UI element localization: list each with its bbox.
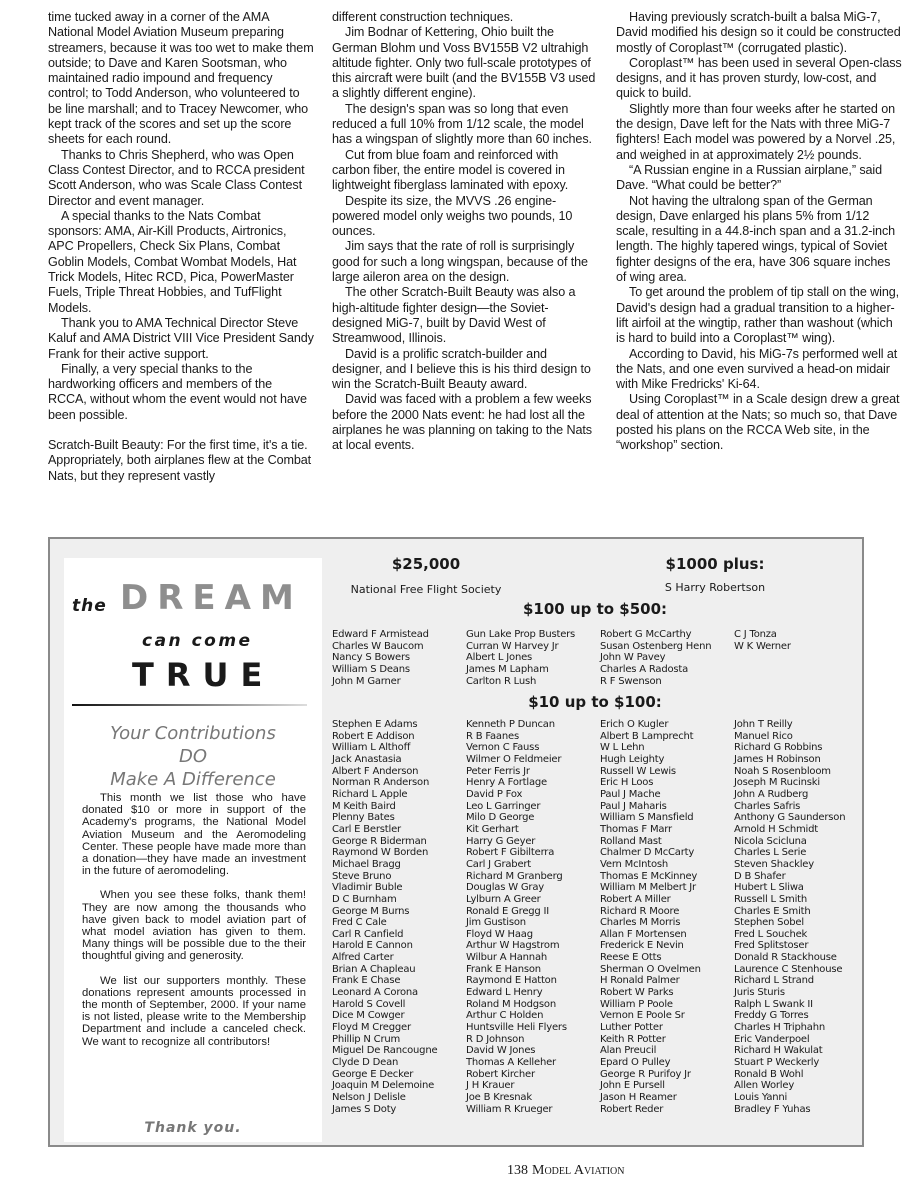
donor-name: Harold E Cannon — [332, 940, 413, 952]
donor-name: Ralph L Swank II — [734, 998, 813, 1010]
donor-name: William S Deans — [332, 663, 410, 675]
donor-name: Russell L Smith — [734, 893, 808, 905]
donor-column — [734, 629, 791, 652]
donor-name: S Harry Robertson — [664, 581, 766, 594]
tier-heading-10: $10 up to $100: — [528, 693, 662, 711]
article-column-2 — [332, 10, 598, 454]
donor-column — [734, 719, 845, 1115]
donor-name: Arthur C Holden — [466, 1010, 544, 1022]
donor-name: Richard H Wakulat — [734, 1045, 823, 1057]
donor-name: Richard R Moore — [600, 905, 680, 917]
donor-name: Harold S Covell — [332, 998, 406, 1010]
donor-name: Carl R Canfield — [332, 928, 404, 940]
donor-name: Stuart P Weckerly — [734, 1057, 820, 1069]
donor-name: J H Krauer — [466, 1080, 515, 1092]
donor-name: Ronald E Gregg II — [466, 905, 550, 917]
donor-name: Joseph M Rucinski — [734, 777, 820, 789]
donor-name: Robert W Parks — [600, 987, 674, 999]
article-paragraph: Thank you to AMA Technical Director Steve Kaluf and AMA District VIII Vice President Sandy Frank for their active support. — [48, 315, 314, 361]
article-paragraph: Using Coroplast™ in a Scale design drew a great deal of attention at the Nats; so much so, that Dave posted his plans on the RCCA Web site, in the “workshop” section. — [616, 392, 900, 453]
article-paragraph: Coroplast™ has been used in several Open-class designs, and it has proven sturdy, low-cost, and quick to build. — [616, 55, 902, 101]
donor-name: James M Lapham — [466, 663, 549, 675]
donor-name: Erich O Kugler — [600, 719, 669, 730]
donor-name: Phillip N Crum — [332, 1033, 401, 1045]
donor-column — [332, 719, 437, 1115]
donor-name: Joaquin M Delemoine — [332, 1080, 435, 1092]
article-paragraph: Finally, a very special thanks to the hardworking officers and members of the RCCA, without whom the event would not have been possible. — [48, 361, 307, 422]
donor-name: Plenny Bates — [332, 812, 395, 824]
donor-name: Douglas W Gray — [466, 882, 544, 894]
donor-name: Gun Lake Prop Busters — [466, 629, 576, 640]
donor-name: Vernon E Poole Sr — [600, 1010, 685, 1022]
donor-name: Rolland Mast — [600, 835, 662, 847]
donor-name: John W Pavey — [600, 652, 666, 664]
donor-name: David P Fox — [466, 788, 523, 800]
article-paragraph: time tucked away in a corner of the AMA National Model Aviation Museum preparing streamers, because it was too wet to make them outside; to Dave and Karen Sootsman, who maintained radio impound and frequency control; to Todd Anderson, who volunteered to be line marshall; and to Tracey Newcomer, who kept track of the scores and set up the score sheets for each round. — [48, 10, 314, 147]
donor-name: Charles M Morris — [600, 917, 681, 929]
donor-name: Susan Ostenberg Henn — [600, 640, 712, 652]
donor-column — [332, 629, 429, 687]
donor-list-box — [48, 537, 864, 1147]
donor-name: Carl J Grabert — [466, 858, 532, 870]
donor-name: Albert F Anderson — [332, 765, 419, 777]
donor-name: Raymond E Hatton — [466, 975, 557, 987]
donor-name: Chalmer D McCarty — [600, 847, 695, 859]
donor-name: Manuel Rico — [734, 730, 793, 742]
donor-name: Ronald B Wohl — [734, 1068, 804, 1080]
donor-name: Eric Vanderpoel — [734, 1033, 810, 1045]
donor-name: George E Decker — [332, 1068, 414, 1080]
donor-name: Nicola Scicluna — [734, 835, 807, 847]
donor-name: Robert E Addison — [332, 730, 415, 742]
donor-name: Stephen Sobel — [734, 917, 804, 929]
donor-name: Leonard A Corona — [332, 987, 418, 999]
donor-column — [466, 719, 567, 1115]
info-paragraph: When you see these folks, thank them! They are now among the thousands who have given back to model aviation part of what model aviation has given to them. Many things will be possible due to the their thoughtful giving and generosity. — [82, 889, 306, 963]
dream-title: DREAM — [120, 578, 303, 618]
donor-name: R D Johnson — [466, 1033, 525, 1045]
donor-name: Wilbur A Hannah — [466, 952, 548, 964]
info-text — [82, 792, 306, 1060]
donor-name: Paul J Maharis — [600, 800, 667, 812]
donor-name: Anthony G Saunderson — [734, 812, 846, 824]
article-paragraph: The design's span was so long that even reduced a full 10% from 1/12 scale, the model has a wingspan of slightly more than 60 inches. — [332, 101, 592, 147]
donor-name: Charles A Radosta — [600, 663, 689, 675]
donor-name: Leo L Garringer — [466, 800, 541, 812]
donor-name: Roland M Hodgson — [466, 998, 556, 1010]
donor-name: Russell W Lewis — [600, 765, 676, 777]
donor-name: Thomas E McKinney — [600, 870, 698, 882]
donor-name: Steven Shackley — [734, 858, 814, 870]
article-column-1 — [48, 10, 314, 484]
donor-name: Richard L Apple — [332, 788, 408, 800]
donor-name: Allan F Mortensen — [600, 928, 687, 940]
donor-name: Brian A Chapleau — [332, 963, 416, 975]
donor-name: Laurence C Stenhouse — [734, 963, 843, 975]
donor-column — [466, 629, 575, 687]
donor-name: Lylburn A Greer — [466, 893, 541, 905]
donor-name: Charles W Baucom — [332, 640, 424, 652]
donor-name: Milo D George — [466, 812, 535, 824]
donor-name: Fred Splitstoser — [734, 940, 809, 952]
donor-column — [600, 719, 701, 1115]
donor-name: Epard O Pulley — [600, 1057, 671, 1069]
donor-name: Arnold H Schmidt — [734, 823, 819, 835]
article-paragraph: A special thanks to the Nats Combat sponsors: AMA, Air-Kill Products, Airtronics, APC Propellers, Check Six Plans, Combat Goblin Models, Combat Wombat Models, Hat Trick Models, Hitec RCD, Pica, PowerMaster Fuels, Triple Threat Hobbies, and TufFlight Models. — [48, 208, 297, 315]
donor-name: R B Faanes — [466, 730, 519, 742]
donor-name: Freddy G Torres — [734, 1010, 809, 1022]
donor-name: Frank E Chase — [332, 975, 401, 987]
donor-name: Harry G Geyer — [466, 835, 536, 847]
donor-name: Richard G Robbins — [734, 742, 823, 754]
article-paragraph: Jim Bodnar of Kettering, Ohio built the German Blohm und Voss BV155B V2 ultrahigh altitude fighter. Only two full-scale prototypes of this aircraft were built (and the BV155B V3 used a slightly different engine). — [332, 25, 596, 101]
donor-name: Floyd W Haag — [466, 928, 533, 940]
donor-name: Sherman O Ovelmen — [600, 963, 701, 975]
donor-name: William S Mansfield — [600, 812, 694, 824]
donor-name: Vladimir Buble — [332, 882, 403, 894]
article-paragraph: David is a prolific scratch-builder and designer, and I believe this is his third design to win the Scratch-Built Beauty award. — [332, 346, 591, 392]
donor-name: Clyde D Dean — [332, 1057, 399, 1069]
donor-name: John M Garner — [332, 675, 401, 687]
donor-name: Richard L Strand — [734, 975, 814, 987]
info-paragraph: We list our supporters monthly. These donations represent amounts processed in the month of September, 2000. If your name is not listed, please write to the Membership Department and include a canceled check. We want to recognize all contributors! — [82, 974, 306, 1048]
page-footer — [507, 1163, 625, 1179]
donor-name: John E Pursell — [600, 1080, 665, 1092]
donor-name: Vern McIntosh — [600, 858, 669, 870]
slogan-line: Make A Difference — [110, 769, 276, 790]
donor-name: John A Rudberg — [734, 788, 809, 800]
tier-heading-25000: $25,000 — [391, 555, 461, 573]
donor-name: Edward L Henry — [466, 987, 543, 999]
donor-name: Dice M Cowger — [332, 1010, 405, 1022]
donor-name: William P Poole — [600, 998, 673, 1010]
donor-name: Albert B Lamprecht — [600, 730, 694, 742]
donor-name: Robert Kircher — [466, 1068, 535, 1080]
donor-name: Raymond W Borden — [332, 847, 429, 859]
donor-name: Vernon C Fauss — [466, 742, 540, 754]
slogan-line: DO — [178, 746, 208, 767]
donor-name: Charles H Triphahn — [734, 1022, 825, 1034]
donor-name: Albert L Jones — [466, 652, 533, 664]
article-paragraph: “A Russian engine in a Russian airplane,” said Dave. “What could be better?” — [616, 162, 883, 193]
donor-name: Hugh Leighty — [600, 753, 665, 765]
donor-name: William M Melbert Jr — [600, 882, 696, 894]
donor-name: Eric H Loos — [600, 777, 654, 789]
donor-name: Robert Reder — [600, 1103, 664, 1115]
page-number: 138 — [507, 1163, 528, 1178]
donor-name: Juris Sturis — [734, 987, 785, 999]
donor-name: Jim Gustison — [466, 917, 526, 929]
article-paragraph: David was faced with a problem a few weeks before the 2000 Nats event: he had lost all the airplanes he was planning on taking to the Nats at local events. — [332, 392, 592, 453]
true-title: TRUE — [132, 656, 275, 694]
donor-name: Frederick E Nevin — [600, 940, 684, 952]
article-paragraph: To get around the problem of tip stall on the wing, David's design had a gradual transition to a higher-lift airfoil at the wingtip, rather than washout (which is hard to build into a Coroplast™ wing). — [616, 285, 900, 346]
donor-column — [600, 629, 711, 687]
donor-name: Henry A Fortlage — [466, 777, 547, 789]
donor-name: R F Swenson — [600, 675, 662, 687]
donor-name: Miguel De Rancougne — [332, 1045, 438, 1057]
donor-name: Edward F Armistead — [332, 629, 429, 640]
donor-name: Nancy S Bowers — [332, 652, 410, 664]
article-paragraph: Cut from blue foam and reinforced with carbon fiber, the entire model is covered in lightweight fiberglass laminated with epoxy. — [332, 147, 569, 193]
article-paragraph: Thanks to Chris Shepherd, who was Open Class Contest Director, and to RCCA president Scott Anderson, who was Scale Class Contest Director and event manager. — [48, 147, 305, 208]
article-paragraph: Having previously scratch-built a balsa MiG-7, David modified his design so it could be constructed mostly of Coroplast™ (corrugated plastic). — [616, 10, 901, 55]
donor-name: William R Krueger — [466, 1103, 553, 1115]
tier-heading-1000: $1000 plus: — [665, 555, 765, 573]
donor-name: Richard M Granberg — [466, 870, 563, 882]
donor-name: Louis Yanni — [734, 1092, 788, 1103]
donor-name: Arthur W Hagstrom — [466, 940, 560, 952]
donor-name: Paul J Mache — [600, 788, 661, 800]
donor-name: Charles L Serie — [734, 847, 807, 859]
donor-name: Charles E Smith — [734, 905, 811, 917]
donor-name: Kenneth P Duncan — [466, 719, 555, 730]
donor-name: Hubert L Sliwa — [734, 882, 804, 894]
slogan-line: Your Contributions — [110, 723, 276, 744]
donor-name: Frank E Hanson — [466, 963, 541, 975]
donor-name: Reese E Otts — [600, 952, 662, 964]
donor-name: Carlton R Lush — [466, 675, 537, 687]
article-paragraph: Despite its size, the MVVS .26 engine-powered model only weighs two pounds, 10 ounces. — [332, 193, 573, 239]
donor-name: W L Lehn — [600, 742, 645, 754]
thank-you: Thank you. — [144, 1120, 242, 1136]
donor-name: Joe B Kresnak — [466, 1092, 532, 1103]
donor-name: Robert G McCarthy — [600, 629, 692, 640]
donor-name: Allen Worley — [734, 1080, 795, 1092]
donor-name: Robert F Gibilterra — [466, 847, 555, 859]
divider — [72, 704, 307, 706]
donor-name: Fred C Cale — [332, 917, 387, 929]
article-paragraph: According to David, his MiG-7s performed well at the Nats, and one even survived a head-on midair with Mike Fredricks' Ki-64. — [616, 346, 898, 392]
donor-name: Steve Bruno — [332, 870, 392, 882]
dream-panel — [64, 558, 322, 1142]
donor-name: Norman R Anderson — [332, 777, 430, 789]
slogan — [64, 722, 322, 791]
donor-name: Charles Safris — [734, 800, 801, 812]
donor-name: Thomas A Kelleher — [466, 1057, 556, 1069]
donor-name: George M Burns — [332, 905, 410, 917]
donor-name: James H Robinson — [734, 753, 821, 765]
donor-name: Curran W Harvey Jr — [466, 640, 559, 652]
donor-name: Wilmer O Feldmeier — [466, 753, 562, 765]
donor-name: Fred L Souchek — [734, 928, 808, 940]
donor-name: D B Shafer — [734, 870, 786, 882]
article-paragraph: different construction techniques. — [332, 10, 514, 24]
article-paragraph: The other Scratch-Built Beauty was also a high-altitude fighter design—the Soviet-designed MiG-7, built by David West of Streamwood, Illinois. — [332, 285, 576, 346]
donor-name: Donald R Stackhouse — [734, 952, 837, 964]
donor-name: James S Doty — [332, 1103, 397, 1115]
donor-name: Michael Bragg — [332, 858, 401, 870]
donor-name: William L Althoff — [332, 742, 411, 754]
donor-name: Keith R Potter — [600, 1033, 666, 1045]
donor-name: Jason H Reamer — [600, 1092, 677, 1103]
donor-name: Floyd M Cregger — [332, 1022, 411, 1034]
donor-name: Bradley F Yuhas — [734, 1103, 811, 1115]
donor-name: National Free Flight Society — [350, 583, 502, 596]
donor-name: Nelson J Delisle — [332, 1092, 406, 1103]
donor-name: Huntsville Heli Flyers — [466, 1022, 567, 1034]
info-paragraph: This month we list those who have donated $10 or more in support of the Academy's programs, the National Model Aviation Museum and the Aeromodeling Center. These people have made more than a donation—they have made an investment in the future of aeromodeling. — [82, 792, 306, 878]
donor-name: Jack Anastasia — [332, 753, 402, 765]
donor-name: John T Reilly — [734, 719, 793, 730]
donor-name: Noah S Rosenbloom — [734, 765, 831, 777]
donor-name: Peter Ferris Jr — [466, 765, 530, 777]
donor-name: Luther Potter — [600, 1022, 663, 1034]
donor-name: Alan Preucil — [600, 1045, 657, 1057]
donor-name: George R Purifoy Jr — [600, 1068, 691, 1080]
article-paragraph: Slightly more than four weeks after he started on the design, Dave left for the Nats with three MiG-7 fighters! Each model was powered by a Norvel .25, and weighed in at approximately 2½ pounds. — [616, 101, 896, 162]
the-label: the — [72, 596, 107, 616]
magazine-name: Model Aviation — [532, 1163, 625, 1178]
donor-name: W K Werner — [734, 640, 791, 652]
donor-name: H Ronald Palmer — [600, 975, 680, 987]
article-paragraph: Jim says that the rate of roll is surprisingly good for such a long wingspan, because of the large aileron area on the design. — [332, 239, 588, 285]
article-paragraph: Scratch-Built Beauty: For the first time, it's a tie. Appropriately, both airplanes flew at the Combat Nats, but they represent vastly — [48, 438, 312, 483]
donor-name: George R Biderman — [332, 835, 427, 847]
donor-name: Robert A Miller — [600, 893, 671, 905]
donor-name: Stephen E Adams — [332, 719, 418, 730]
donor-name: Alfred Carter — [332, 952, 394, 964]
donor-name: C J Tonza — [734, 629, 777, 640]
article-paragraph: Not having the ultralong span of the German design, Dave enlarged his plans 5% from 1/12 scale, resulting in a 44.8-inch span and a 31.2-inch length. The highly tapered wings, typical of Soviet fighter designs of the era, have 306 square inches of wing area. — [616, 193, 896, 285]
article-column-3 — [616, 10, 904, 454]
donor-name: Carl E Berstler — [332, 823, 401, 835]
donor-name: Thomas F Marr — [600, 823, 672, 835]
donor-name: D C Burnham — [332, 893, 397, 905]
can-come-label: can come — [142, 631, 253, 651]
donor-name: M Keith Baird — [332, 800, 396, 812]
tier-heading-100: $100 up to $500: — [522, 600, 668, 618]
donor-name: David W Jones — [466, 1045, 536, 1057]
donor-name: Kit Gerhart — [466, 823, 519, 835]
